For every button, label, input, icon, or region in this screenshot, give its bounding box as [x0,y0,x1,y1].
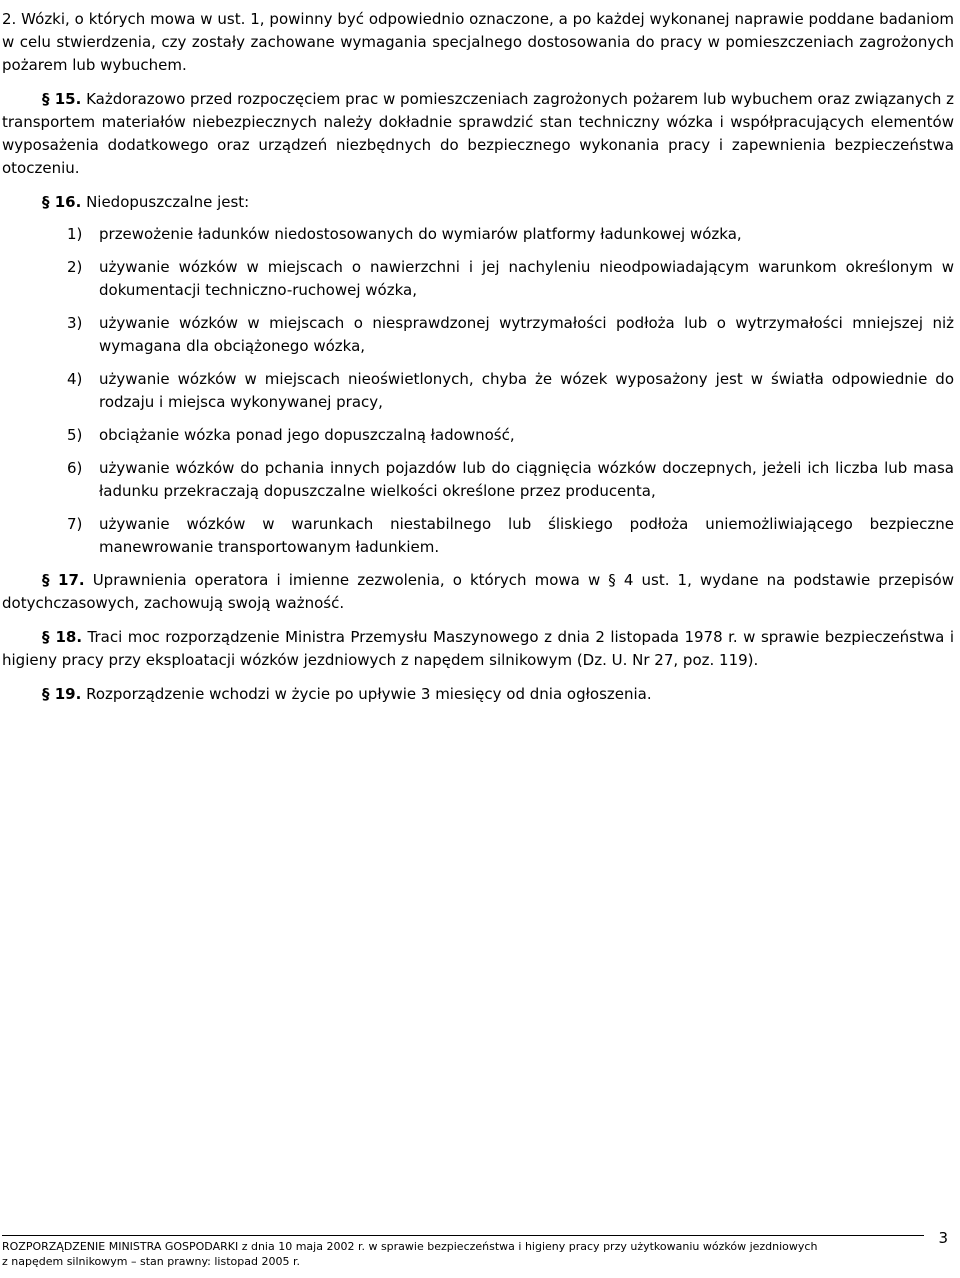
list-item-number: 2) [67,258,83,276]
list-item-text: używanie wózków w miejscach o nawierzchni i jej nachyleniu nieodpowiadającym warunkom określonym w dokumentacji techniczno-ruchowej wózka, [99,258,954,299]
list-item-text: przewożenie ładunków niedostosowanych do wymiarów platformy ładunkowej wózka, [99,225,742,243]
list-item-number: 6) [67,459,83,477]
section-18-text: Traci moc rozporządzenie Ministra Przemysłu Maszynowego z dnia 2 listopada 1978 r. w sprawie bezpieczeństwa i higieny pracy przy eksploatacji wózków jezdniowych z napędem silnikowym (Dz. U. Nr 27, poz. 119). [2,628,954,669]
list-item-number: 5) [67,426,83,444]
section-16-label: § 16. [42,193,82,211]
section-16-text: Niedopuszczalne jest: [81,193,250,211]
list-item [2,424,954,447]
section-18-paragraph [2,626,954,672]
list-item-number: 3) [67,314,83,332]
footer-title-line-2: z napędem silnikowym – stan prawny: listopad 2005 r. [2,1255,300,1268]
section-17-paragraph [2,569,954,615]
list-item-number: 4) [67,370,83,388]
page-footer [2,1229,954,1269]
list-item-text: używanie wózków w miejscach o niesprawdzonej wytrzymałości podłoża lub o wytrzymałości mniejszej niż wymagana dla obciążonego wózka, [99,314,954,355]
footer-divider [2,1235,924,1236]
section-15-label: § 15. [42,90,82,108]
list-item [2,256,954,302]
list-item-number: 1) [67,225,83,243]
footer-title-line-1: ROZPORZĄDZENIE MINISTRA GOSPODARKI z dnia 10 maja 2002 r. w sprawie bezpieczeństwa i higieny pracy przy użytkowaniu wózków jezdniowych [2,1240,818,1253]
section-15-paragraph [2,88,954,180]
list-item [2,368,954,414]
section-19-text: Rozporządzenie wchodzi w życie po upływie 3 miesięcy od dnia ogłoszenia. [81,685,652,703]
list-item [2,312,954,358]
section-19-paragraph [2,683,954,706]
list-item-text: używanie wózków do pchania innych pojazdów lub do ciągnięcia wózków doczepnych, jeżeli ich liczba lub masa ładunku przekraczają dopuszczalne wielkości określone przez producenta, [99,459,954,500]
list-item-text: obciążanie wózka ponad jego dopuszczalną ładowność, [99,426,515,444]
list-item-number: 7) [67,515,83,533]
document-body [2,8,954,717]
section-19-label: § 19. [42,685,82,703]
list-item [2,223,954,246]
section-16-paragraph [2,191,954,214]
section-15-text: Każdorazowo przed rozpoczęciem prac w pomieszczeniach zagrożonych pożarem lub wybuchem oraz związanych z transportem materiałów niebezpiecznych należy dokładnie sprawdzić stan techniczny wózka i współpracujących elementów wyposażenia dodatkowego oraz urządzeń niezbędnych do bezpiecznego wykonania pracy i zapewnienia bezpieczeństwa otoczeniu. [2,90,955,177]
list-item-text: używanie wózków w warunkach niestabilnego lub śliskiego podłoża uniemożliwiającego bezpieczne manewrowanie transportowanym ładunkiem. [99,515,954,556]
list-item-text: używanie wózków w miejscach nieoświetlonych, chyba że wózek wyposażony jest w światła odpowiednie do rodzaju i miejsca wykonywanej pracy, [99,370,954,411]
section-17-label: § 17. [42,571,85,589]
section-18-label: § 18. [42,628,83,646]
list-item [2,513,954,559]
section-17-text: Uprawnienia operatora i imienne zezwolenia, o których mowa w § 4 ust. 1, wydane na podstawie przepisów dotychczasowych, zachowują swoją ważność. [2,571,954,612]
page-number: 3 [938,1229,948,1247]
section-16-list [2,223,954,559]
list-item [2,457,954,503]
intro-paragraph: 2. Wózki, o których mowa w ust. 1, powinny być odpowiednio oznaczone, a po każdej wykonanej naprawie poddane badaniom w celu stwierdzenia, czy zostały zachowane wymagania specjalnego dostosowania do pracy w pomieszczeniach zagrożonych pożarem lub wybuchem. [2,10,954,74]
